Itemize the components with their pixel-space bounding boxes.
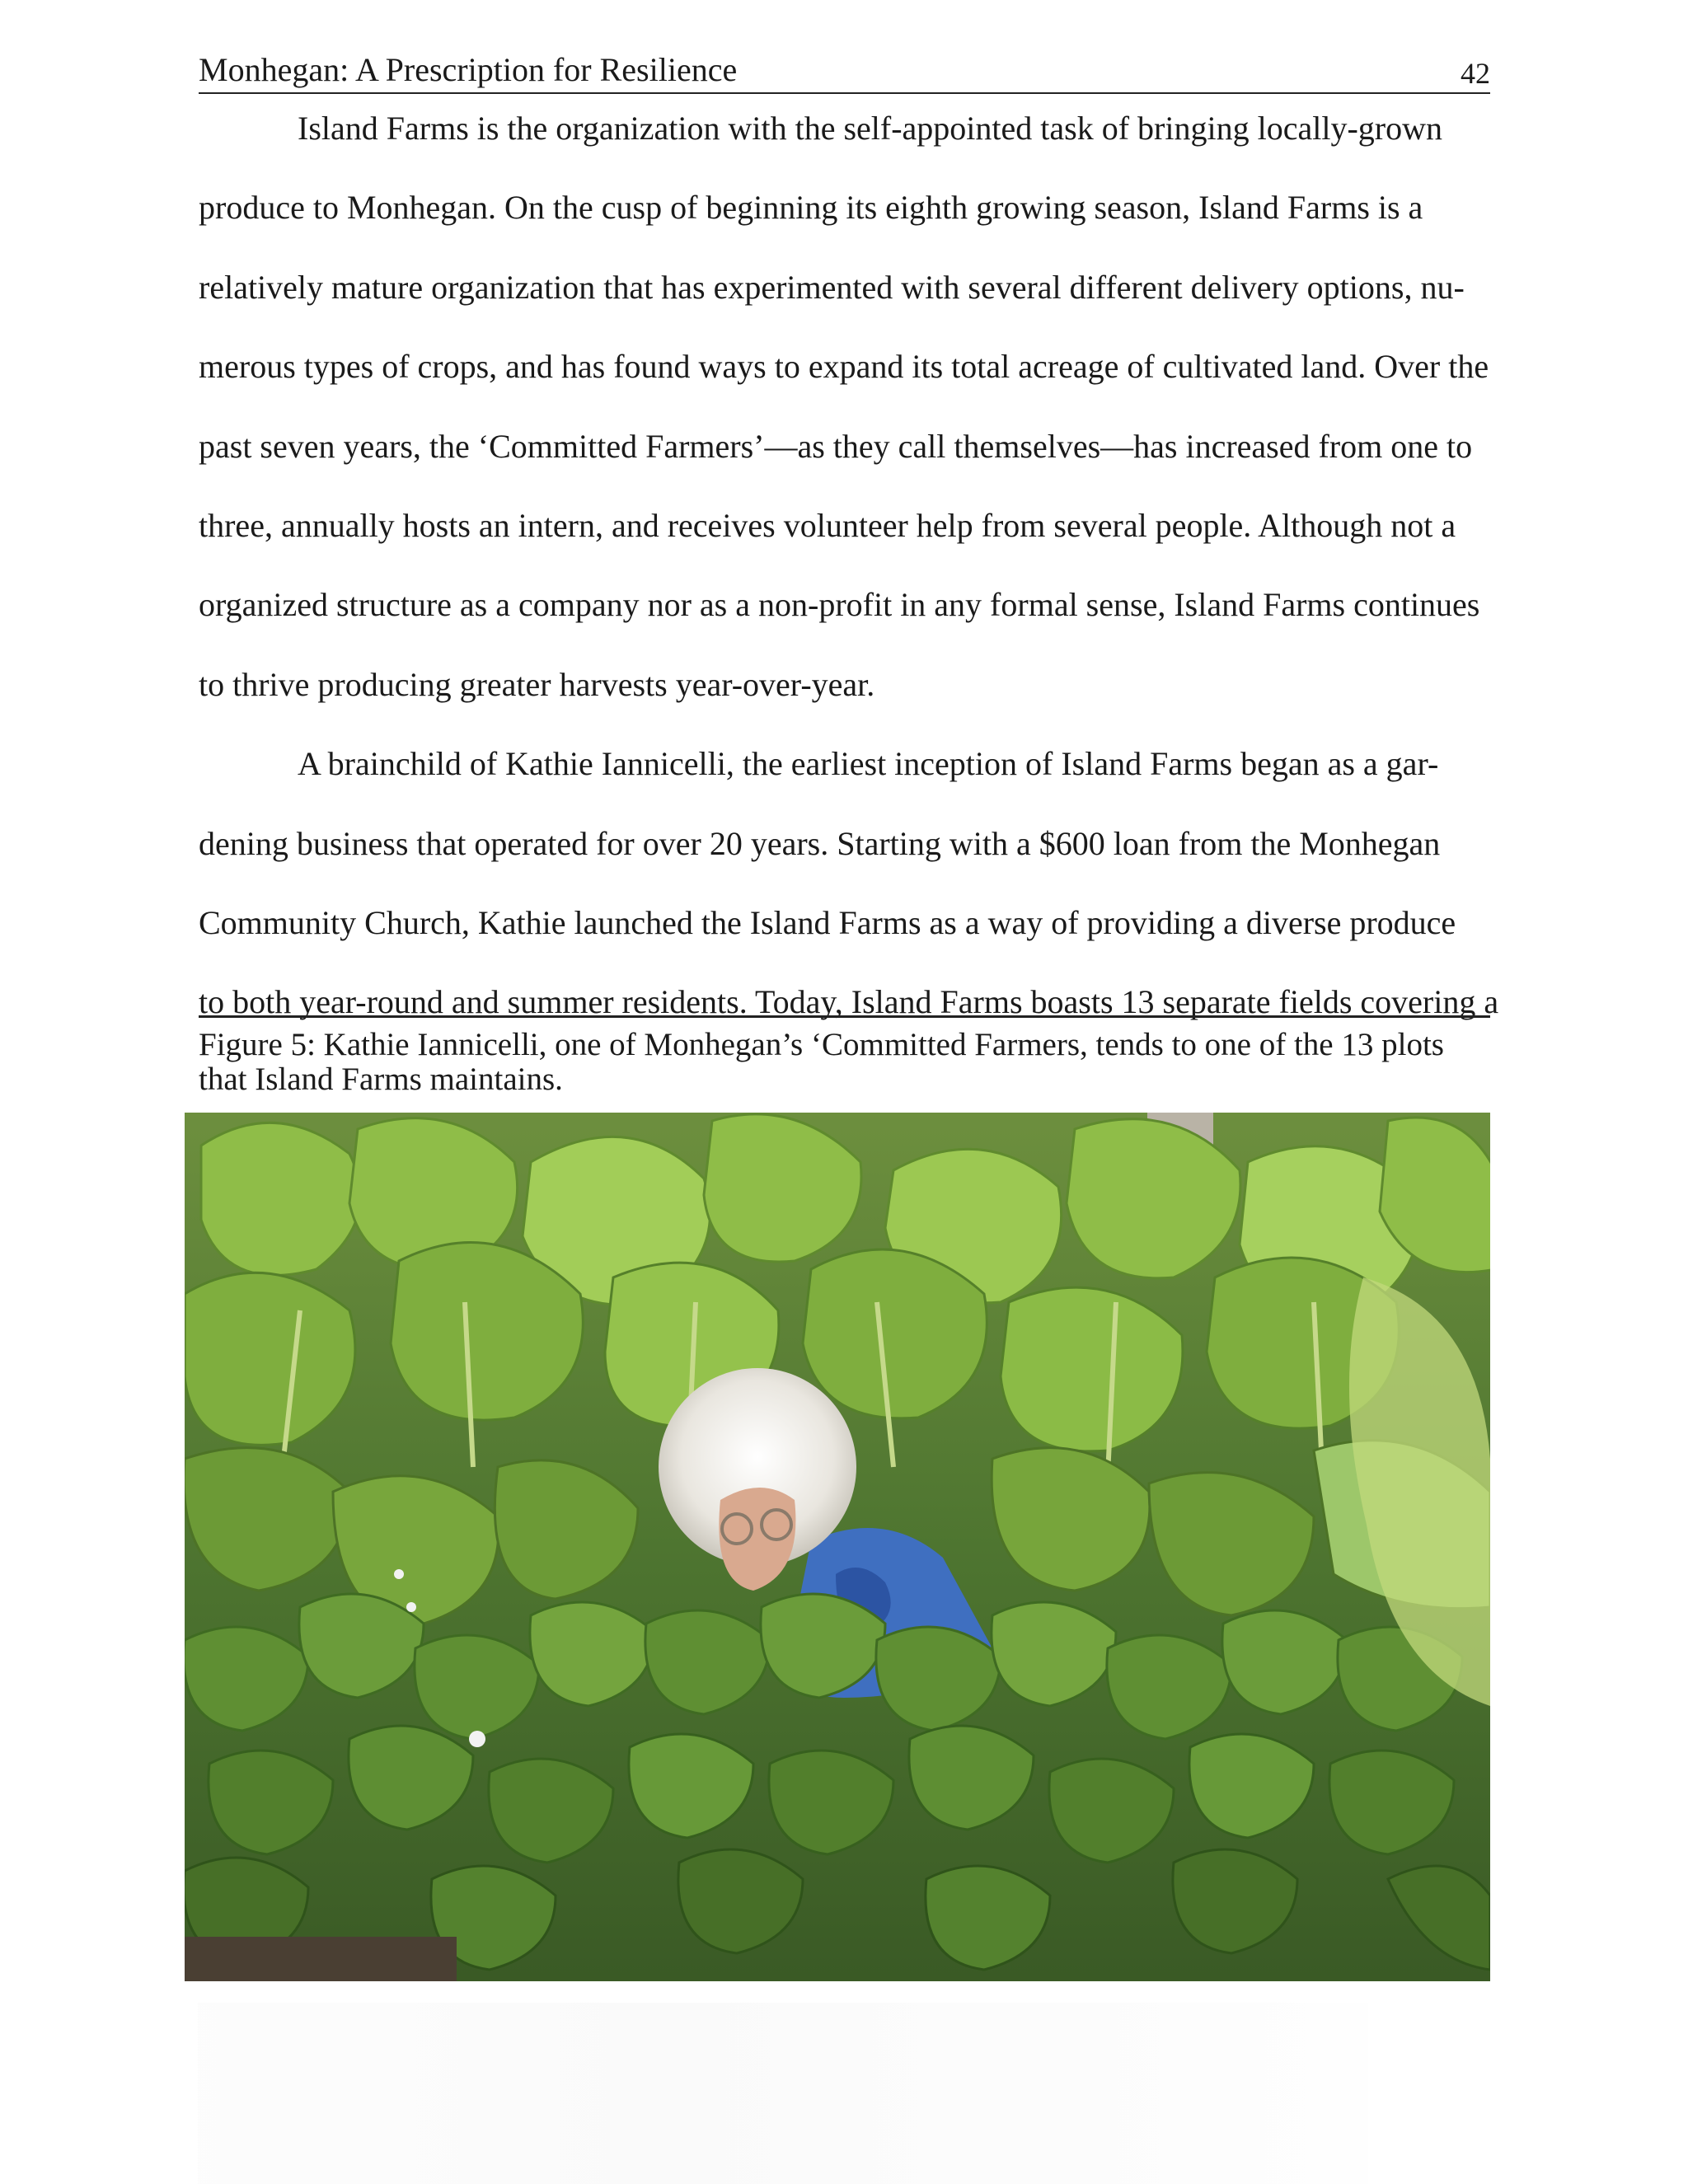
text-line: dening business that operated for over 20 years. Starting with a $600 loan from the Monhegan [199,824,1441,862]
text-line: merous types of crops, and has found ways to expand its total acreage of cultivated land. Over the [199,348,1489,386]
text-line: Community Church, Kathie launched the Island Farms as a way of providing a diverse produce [199,903,1456,941]
text-line: A brainchild of Kathie Iannicelli, the earliest inception of Island Farms began as a gar- [298,745,1439,783]
text-line: past seven years, the ‘Committed Farmers’—as they call themselves—has increased from one to [199,427,1473,465]
running-header [199,48,1490,94]
text-line: three, annually hosts an intern, and receives volunteer help from several people. Although not a [199,506,1456,544]
running-header-title: Monhegan: A Prescription for Resilience [199,51,738,88]
page-number: 42 [1461,57,1490,90]
body-text [199,89,1499,1043]
figure-caption: Figure 5: Kathie Iannicelli, one of Monhegan’s ‘Committed Farmers, tends to one of the 13 plots that Island Farms maintains. [199,1015,1490,1097]
figure-photo [185,1113,1490,1981]
text-line: to thrive producing greater harvests year-over-year. [199,665,875,703]
text-line: to both year-round and summer residents. Today, Island Farms boasts 13 separate fields covering a [199,983,1499,1021]
text-line: organized structure as a company nor as a non-profit in any formal sense, Island Farms continues [199,586,1480,624]
paragraph [199,89,1490,724]
text-line: relatively mature organization that has experimented with several different delivery options, nu- [199,268,1465,306]
faint-background-texture [198,2003,1368,2184]
garden-photo-illustration [185,1113,1490,1981]
text-line: produce to Monhegan. On the cusp of beginning its eighth growing season, Island Farms is a [199,189,1423,227]
text-line: Island Farms is the organization with the self-appointed task of bringing locally-grown [298,110,1442,147]
paragraph [199,724,1499,1043]
